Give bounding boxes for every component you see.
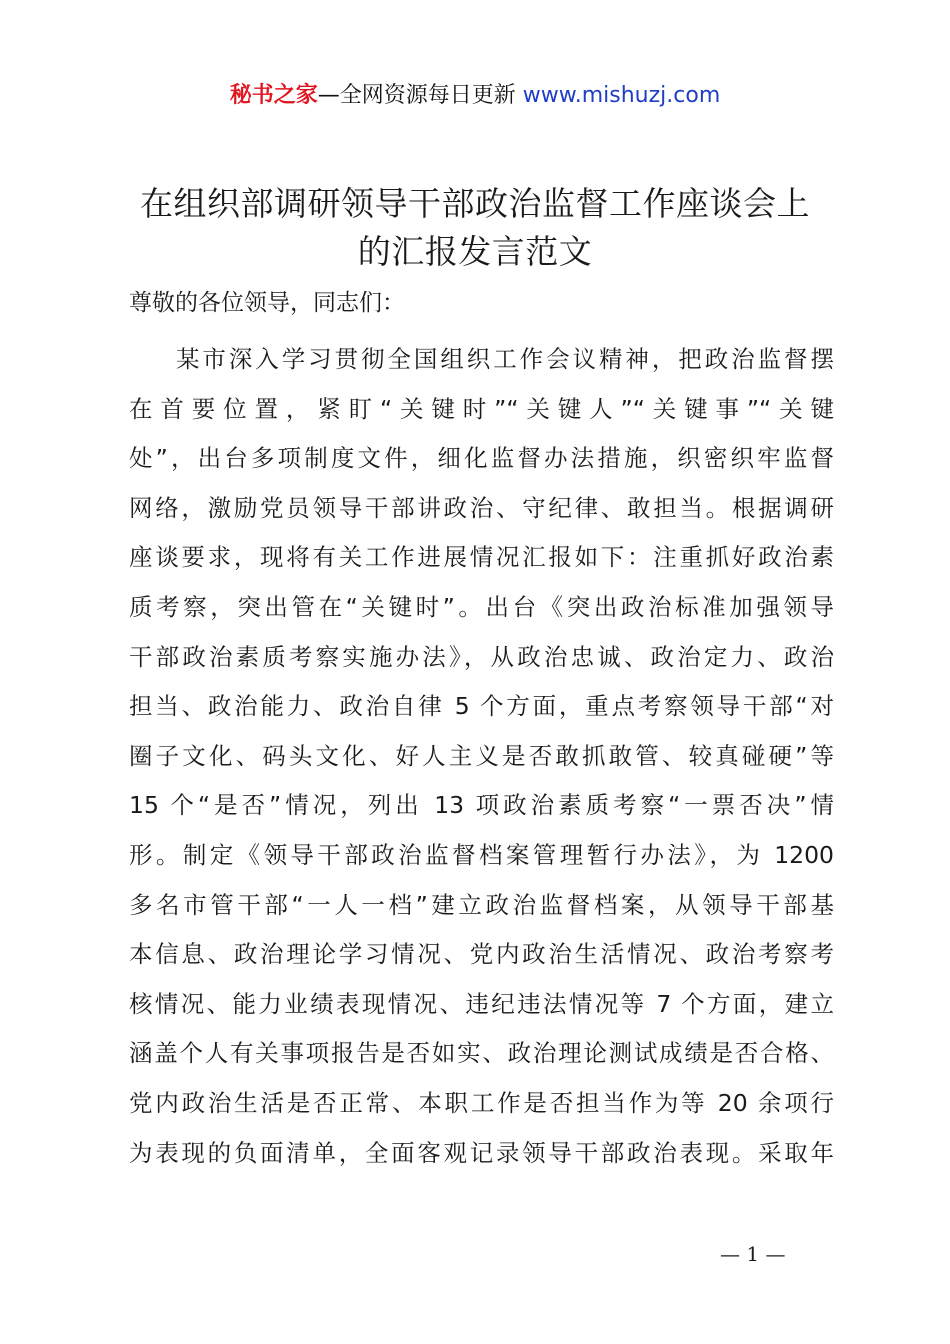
body-line: 本信息、政治理论学习情况、党内政治生活情况、政治考察考	[129, 940, 834, 969]
body-line: 15 个“是否”情况，列出 13 项政治素质考察“一票否决”情	[129, 791, 834, 820]
body-line: 处”，出台多项制度文件，细化监督办法措施，织密织牢监督	[129, 444, 834, 473]
body-line: 涵盖个人有关事项报告是否如实、政治理论测试成绩是否合格、	[129, 1039, 834, 1068]
body-line: 在首要位置，紧盯“关键时”“关键人”“关键事”“关键	[129, 394, 834, 423]
body-line: 网络，激励党员领导干部讲政治、守纪律、敢担当。根据调研	[129, 493, 834, 522]
site-header	[0, 80, 950, 112]
title-line-1: 在组织部调研领导干部政治监督工作座谈会上	[140, 184, 810, 223]
body-paragraph	[129, 335, 834, 1178]
brand-name: 秘书之家	[229, 83, 318, 108]
page-number: — 1 —	[720, 1242, 786, 1266]
title-line-2: 的汇报发言范文	[357, 232, 593, 271]
body-line: 担当、政治能力、政治自律 5 个方面，重点考察领导干部“对	[129, 692, 834, 721]
body-line: 多名市管干部“一人一档”建立政治监督档案，从领导干部基	[129, 890, 834, 919]
body-line: 质考察，突出管在“关键时”。出台《突出政治标准加强领导	[129, 592, 834, 621]
body-line: 圈子文化、码头文化、好人主义是否敢抓敢管、较真碰硬”等	[129, 741, 834, 770]
body-line: 党内政治生活是否正常、本职工作是否担当作为等 20 余项行	[129, 1088, 834, 1117]
site-url-link[interactable]: www.mishuzj.com	[522, 83, 721, 108]
body-line: 形。制定《领导干部政治监督档案管理暂行办法》，为 1200	[129, 840, 834, 869]
body-line: 为表现的负面清单，全面客观记录领导干部政治表现。采取年	[129, 1138, 834, 1167]
document-title	[100, 180, 850, 276]
header-tagline: —全网资源每日更新	[317, 83, 523, 108]
body-line: 某市深入学习贯彻全国组织工作会议精神，把政治监督摆	[176, 345, 834, 373]
body-line: 座谈要求，现将有关工作进展情况汇报如下：注重抓好政治素	[129, 543, 834, 572]
body-line: 核情况、能力业绩表现情况、违纪违法情况等 7 个方面，建立	[129, 989, 834, 1018]
salutation: 尊敬的各位领导，同志们：	[129, 290, 405, 316]
body-line: 干部政治素质考察实施办法》，从政治忠诚、政治定力、政治	[129, 642, 834, 671]
